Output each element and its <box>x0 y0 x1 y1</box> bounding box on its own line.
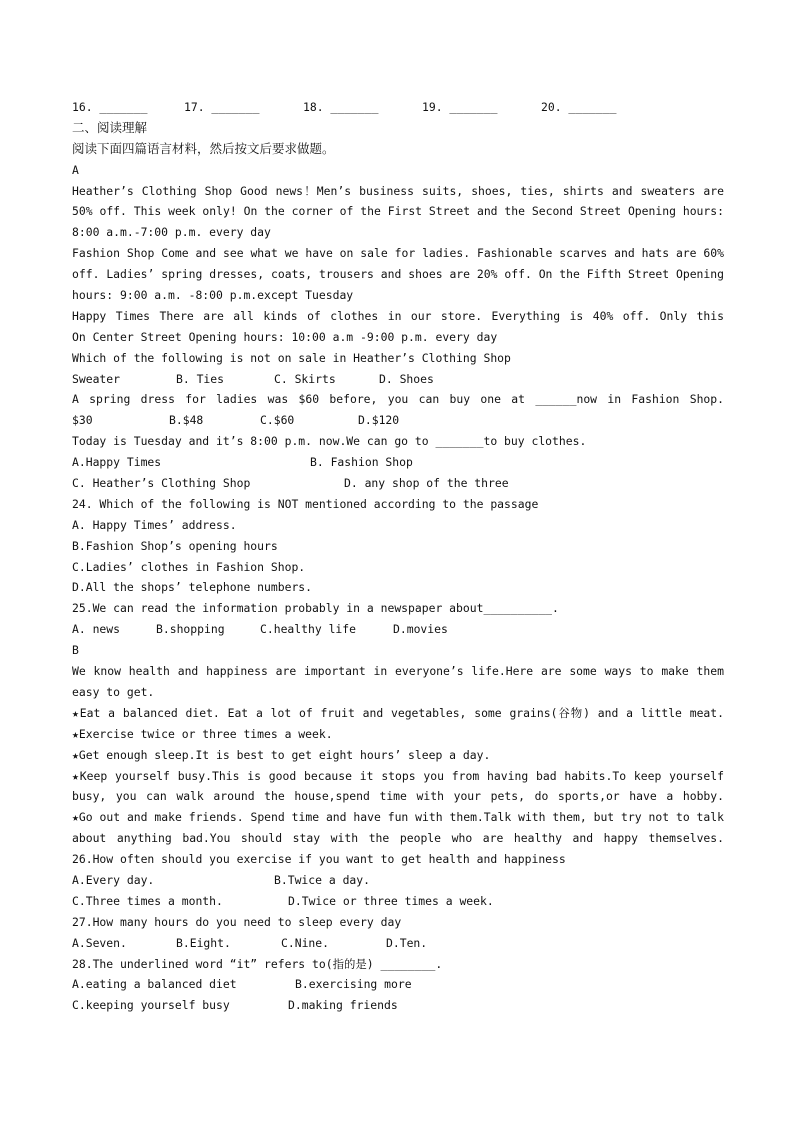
option: B.$48 <box>169 413 204 428</box>
option: C.Nine. <box>281 935 330 950</box>
question-21-options <box>72 369 724 390</box>
health-tip: ★Keep yourself busy.This is good because it stops you from having bad habits.To keep yourself <box>72 768 724 783</box>
answer-blanks <box>72 97 724 118</box>
question-26-stem: 26.How often should you exercise if you want to get health and happiness <box>72 852 566 867</box>
option: D. any shop of the three <box>344 476 509 491</box>
passage-b-intro: We know health and happiness are important in everyone’s life.Here are some ways to make them <box>72 664 724 679</box>
blank-19: 19. _______ <box>422 100 498 114</box>
passage-a-line: 8:00 a.m.-7:00 p.m. every day <box>72 225 271 240</box>
section-title: 二、阅读理解 <box>72 119 148 135</box>
option: D. Shoes <box>379 371 434 386</box>
passage-a-line: 50% off. This week only! On the corner of the First Street and the Second Street Opening hours: <box>72 204 724 219</box>
option: $30 <box>72 413 93 428</box>
question-28-options-row2 <box>72 995 724 1016</box>
option: C. Heather’s Clothing Shop <box>72 476 251 491</box>
question-22-options <box>72 410 724 431</box>
blank-18: 18. _______ <box>303 100 379 114</box>
blank-17: 17. _______ <box>184 100 260 114</box>
option: D.Twice or three times a week. <box>288 893 494 908</box>
option: B.shopping <box>156 622 225 637</box>
health-tip: about anything bad.You should stay with the people who are healthy and happy themselves. <box>72 831 724 846</box>
option: D.$120 <box>358 413 400 428</box>
health-tip: ★Get enough sleep.It is best to get eight hours’ sleep a day. <box>72 747 491 762</box>
question-23-stem: Today is Tuesday and it’s 8:00 p.m. now.We can go to _______to buy clothes. <box>72 434 587 449</box>
question-27-stem: 27.How many hours do you need to sleep every day <box>72 914 402 929</box>
blank-16: 16. _______ <box>72 100 148 114</box>
question-23-options-row2 <box>72 473 724 494</box>
option: C. Skirts <box>274 371 336 386</box>
exam-page <box>72 97 724 1016</box>
passage-a-line: hours: 9:00 a.m. -8:00 p.m.except Tuesday <box>72 288 354 303</box>
section-instruction: 阅读下面四篇语言材料，然后按文后要求做题。 <box>72 140 335 156</box>
option: D.making friends <box>288 998 398 1013</box>
option: D.Ten. <box>386 935 428 950</box>
option: A.Happy Times <box>72 455 162 470</box>
option: B.Twice a day. <box>274 872 371 887</box>
option: B. Fashion Shop <box>310 455 413 470</box>
question-24-option: D.All the shops’ telephone numbers. <box>72 580 313 595</box>
option: D.movies <box>393 622 448 637</box>
health-tip: ★Eat a balanced diet. Eat a lot of fruit and vegetables, some grains(谷物) and a little meat. <box>72 705 724 720</box>
question-27-options <box>72 933 724 954</box>
question-24-option: A. Happy Times’ address. <box>72 517 237 532</box>
question-21-stem: Which of the following is not on sale in Heather’s Clothing Shop <box>72 350 511 365</box>
option: C.healthy life <box>260 622 357 637</box>
question-25-stem: 25.We can read the information probably in a newspaper about__________. <box>72 601 559 616</box>
health-tip: ★Exercise twice or three times a week. <box>72 726 333 741</box>
question-26-options-row1 <box>72 870 724 891</box>
passage-b-intro: easy to get. <box>72 684 155 699</box>
question-23-options-row1 <box>72 452 724 473</box>
passage-b-label: B <box>72 643 79 658</box>
passage-a-label: A <box>72 162 79 177</box>
question-26-options-row2 <box>72 891 724 912</box>
question-24-option: B.Fashion Shop’s opening hours <box>72 538 278 553</box>
option: A.Seven. <box>72 935 127 950</box>
blank-20: 20. _______ <box>541 100 617 114</box>
passage-a-line: Happy Times There are all kinds of clothes in our store. Everything is 40% off. Only this <box>72 308 724 323</box>
option: B.Eight. <box>176 935 231 950</box>
option: A.eating a balanced diet <box>72 977 237 992</box>
passage-a-line: Fashion Shop Come and see what we have on sale for ladies. Fashionable scarves and hats are 60% <box>72 246 724 261</box>
option: B. Ties <box>176 371 225 386</box>
option: B.exercising more <box>295 977 412 992</box>
option: C.keeping yourself busy <box>72 998 230 1013</box>
option: C.Three times a month. <box>72 893 223 908</box>
question-28-options-row1 <box>72 974 724 995</box>
question-24-stem: 24. Which of the following is NOT mentioned according to the passage <box>72 496 539 511</box>
option: C.$60 <box>260 413 295 428</box>
passage-a-line: Heather’s Clothing Shop Good news！Men’s business suits, shoes, ties, shirts and sweaters are <box>72 183 724 198</box>
option: A. news <box>72 622 121 637</box>
question-25-options <box>72 619 724 640</box>
health-tip: ★Go out and make friends. Spend time and have fun with them.Talk with them, but try not to talk <box>72 810 724 825</box>
question-24-option: C.Ladies’ clothes in Fashion Shop. <box>72 559 306 574</box>
passage-a-line: off. Ladies’ spring dresses, coats, trousers and shoes are 20% off. On the Fifth Street Opening <box>72 267 724 282</box>
option: Sweater <box>72 371 121 386</box>
passage-a-line: On Center Street Opening hours: 10:00 a.m -9:00 p.m. every day <box>72 329 498 344</box>
health-tip: busy, you can walk around the house,spend time with your pets, do sports,or have a hobby. <box>72 789 724 804</box>
question-28-stem: 28.The underlined word “it” refers to(指的是) ________. <box>72 956 443 971</box>
question-22-stem: A spring dress for ladies was $60 before, you can buy one at ______now in Fashion Shop. <box>72 392 724 407</box>
option: A.Every day. <box>72 872 155 887</box>
